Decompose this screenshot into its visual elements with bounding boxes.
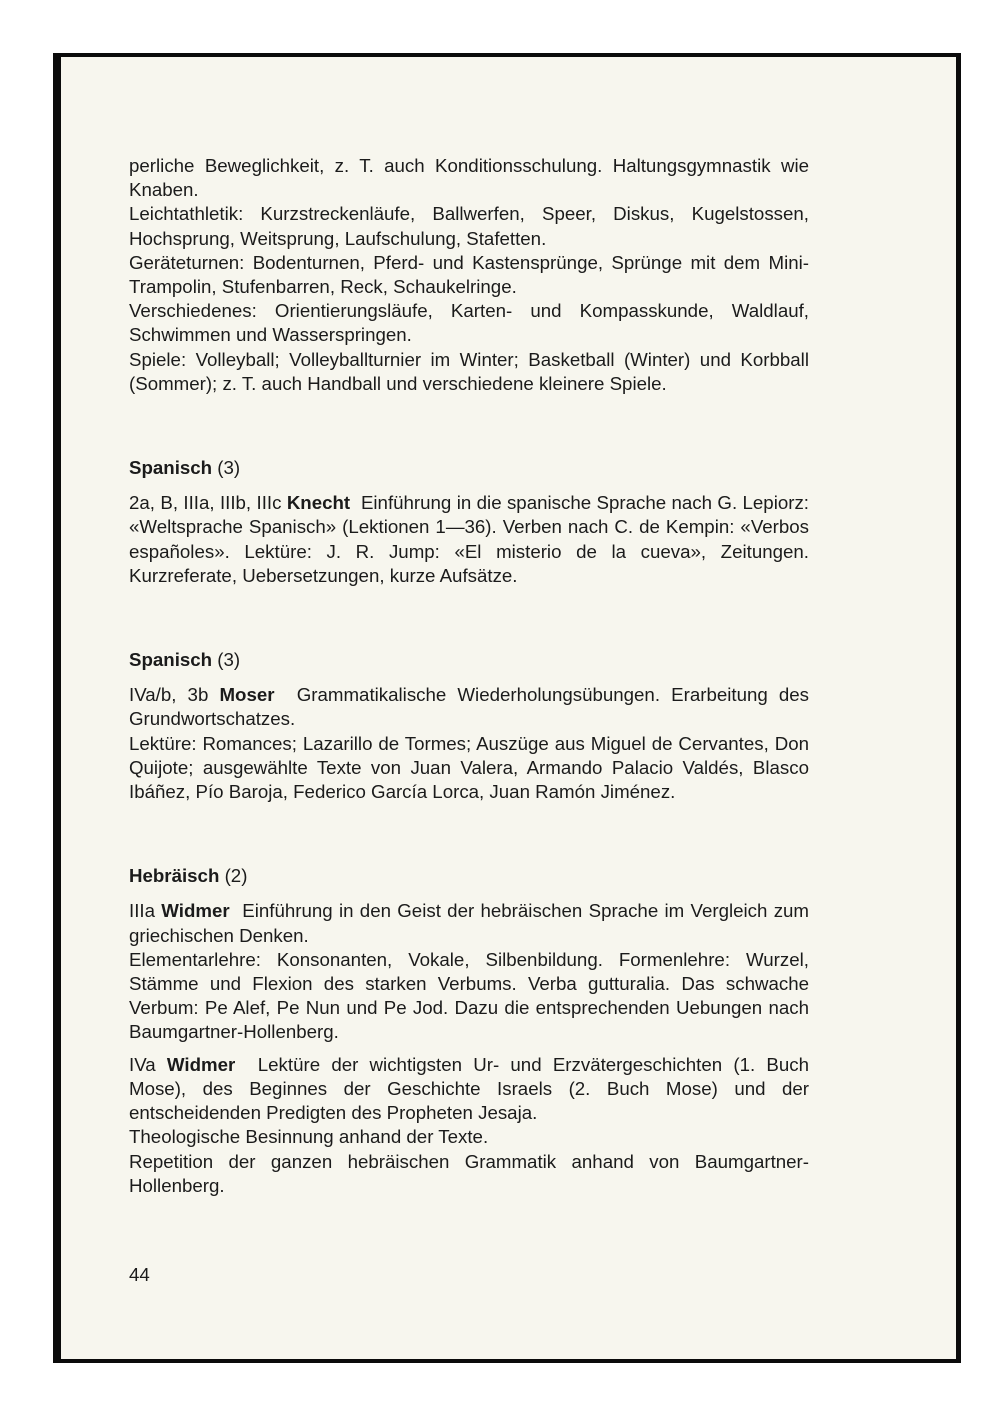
course-entry bbox=[129, 899, 809, 947]
page-content bbox=[129, 154, 809, 1198]
course-entry bbox=[129, 491, 809, 588]
course-entry bbox=[129, 683, 809, 731]
course-detail: Theologische Besinnung anhand der Texte. bbox=[129, 1126, 489, 1148]
intro-block bbox=[129, 154, 809, 396]
section-hours: (3) bbox=[217, 457, 241, 479]
section-heading bbox=[129, 648, 809, 672]
intro-paragraph: Verschiedenes: Orientierungsläufe, Karten- und Kompasskunde, Waldlauf, Schwimmen und Wasserspringen. bbox=[129, 300, 809, 346]
course-detail: Elementarlehre: Konsonanten, Vokale, Silbenbildung. Formenlehre: Wurzel, Stämme und Flexion des starken Verbums. Verba gutturalia. Das schwache Verbum: Pe Alef, Pe Nun und Pe Jod. Dazu die entsprechenden Uebungen nach Baumgartner-Hollenberg. bbox=[129, 948, 809, 1043]
intro-paragraph: Geräteturnen: Bodenturnen, Pferd- und Kastensprünge, Sprünge mit dem Mini-Trampolin, Stufenbarren, Reck, Schaukelringe. bbox=[129, 251, 809, 298]
course-entry bbox=[129, 1053, 809, 1126]
section-hours: (2) bbox=[224, 865, 248, 887]
class-list: IVa bbox=[129, 1053, 167, 1075]
teacher-name: Knecht bbox=[286, 492, 351, 514]
class-list: IIIa bbox=[129, 900, 162, 922]
course-detail: Lektüre: Romances; Lazarillo de Tormes; Auszüge aus Miguel de Cervantes, Don Quijote; ausgewählte Texte von Juan Valera, Armando Palacio Valdés, Blasco Ibáñez, Pío Baroja, Federico García Lorca, Juan Ramón Jiménez. bbox=[129, 732, 809, 803]
course-description: Einführung in die spanische Sprache nach G. Lepiorz: «Weltsprache Spanisch» (Lektionen 1—36). Verben nach C. de Kempin: «Verbos españoles». Lektüre: J. R. Jump: «El misterio de la cueva», Zeitungen. Kurzreferate, Uebersetzungen, kurze Aufsätze. bbox=[129, 492, 809, 586]
section-spanisch-moser bbox=[129, 648, 809, 804]
intro-paragraph: perliche Beweglichkeit, z. T. auch Konditionsschulung. Haltungsgymnastik wie Knaben. bbox=[129, 155, 809, 201]
section-spanisch-knecht bbox=[129, 456, 809, 588]
course-description: Einführung in den Geist der hebräischen Sprache im Vergleich zum griechischen Denken. bbox=[129, 900, 809, 946]
teacher-name: Widmer bbox=[166, 1053, 236, 1075]
teacher-name: Widmer bbox=[161, 900, 230, 922]
section-title: Spanisch bbox=[129, 457, 213, 479]
teacher-name: Moser bbox=[219, 684, 275, 706]
section-heading bbox=[129, 864, 809, 888]
section-hebraeisch bbox=[129, 864, 809, 1198]
intro-paragraph: Leichtathletik: Kurzstreckenläufe, Ballwerfen, Speer, Diskus, Kugelstossen, Hochsprung, Weitsprung, Laufschulung, Stafetten. bbox=[129, 203, 809, 249]
intro-paragraph: Spiele: Volleyball; Volleyballturnier im Winter; Basketball (Winter) und Korbball (Sommer); z. T. auch Handball und verschiedene kleinere Spiele. bbox=[129, 348, 809, 394]
class-list: IVa/b, 3b bbox=[129, 684, 220, 706]
class-list: 2a, B, IIIa, IIIb, IIIc bbox=[129, 492, 287, 514]
course-description: Grammatikalische Wiederholungsübungen. Erarbeitung des Grundwortschatzes. bbox=[129, 684, 810, 730]
section-hours: (3) bbox=[217, 649, 241, 671]
course-description: Lektüre der wichtigsten Ur- und Erzvätergeschichten (1. Buch Mose), des Beginnes der Geschichte Israels (2. Buch Mose) und der entscheidenden Predigten des Propheten Jesaja. bbox=[129, 1053, 809, 1124]
course-detail: Repetition der ganzen hebräischen Grammatik anhand von Baumgartner-Hollenberg. bbox=[129, 1150, 809, 1196]
page-number: 44 bbox=[129, 1264, 150, 1285]
section-title: Hebräisch bbox=[129, 865, 220, 887]
section-heading bbox=[129, 456, 809, 480]
section-title: Spanisch bbox=[129, 649, 213, 671]
